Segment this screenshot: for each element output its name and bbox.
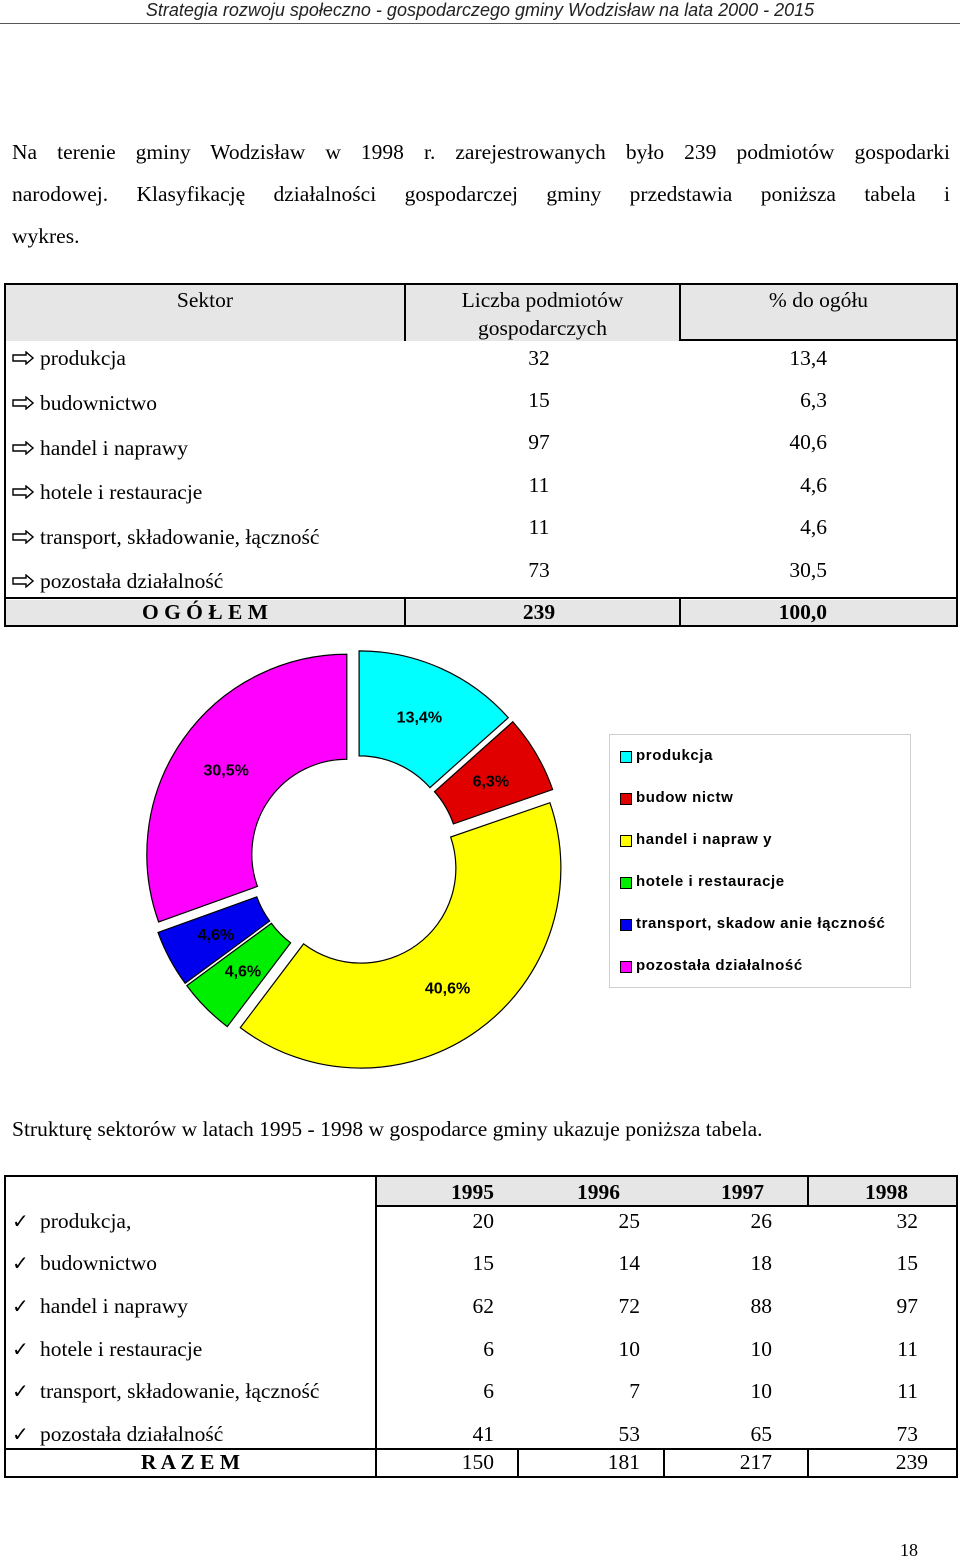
- col-header-count: Liczba podmiotów: [461, 288, 624, 312]
- table2-cell: 88: [750, 1294, 772, 1318]
- year-header: 1995: [451, 1180, 494, 1204]
- intro-line-2: narodowej. Klasyfikację działalności gospodarczej gminy przedstawia poniższa tabela i: [12, 182, 950, 206]
- year-header: 1996: [577, 1180, 620, 1204]
- row-percent: 40,6: [789, 430, 827, 454]
- table2-cell: 32: [896, 1209, 918, 1233]
- legend-swatch: [620, 877, 632, 889]
- table-row-label: [12, 435, 188, 461]
- slice-data-label: 40,6%: [424, 980, 471, 998]
- table2-cell: 25: [618, 1209, 640, 1233]
- legend-swatch: [620, 793, 632, 805]
- row-label-text: handel i naprawy: [40, 436, 189, 460]
- donut-slice-handel: [240, 803, 561, 1068]
- table2-cell: 97: [896, 1294, 918, 1318]
- row-label-text: pozostała działalność: [40, 569, 224, 593]
- total-count: 239: [522, 600, 556, 624]
- table2-cell: 11: [897, 1337, 918, 1361]
- table2-divider: [375, 1205, 958, 1207]
- table2-cell: 14: [618, 1251, 640, 1275]
- table2-divider: [663, 1449, 665, 1478]
- row-label-text: hotele i restauracje: [40, 480, 203, 504]
- table2-total-cell: 217: [739, 1450, 772, 1474]
- table2-cell: 18: [750, 1251, 772, 1275]
- legend-swatch: [620, 751, 632, 763]
- table2-divider: [517, 1449, 519, 1478]
- table2-cell: 73: [896, 1422, 918, 1446]
- row-label-text: produkcja: [40, 346, 126, 370]
- table2-cell: 53: [618, 1422, 640, 1446]
- table2-total-label: R A Z E M: [140, 1450, 241, 1474]
- table2-cell: 15: [896, 1251, 918, 1275]
- slice-data-label: 4,6%: [197, 927, 235, 945]
- col-header-percent: % do ogółu: [768, 288, 869, 312]
- slice-data-label: 4,6%: [224, 963, 262, 981]
- legend-swatch: [620, 919, 632, 931]
- checkmark-icon: ✓: [12, 1209, 29, 1233]
- row-count: 11: [528, 473, 550, 497]
- arrow-bullet-icon: [12, 568, 40, 594]
- row-label-text: hotele i restauracje: [40, 1337, 203, 1361]
- table2-row-label: [12, 1208, 131, 1234]
- table2-cell: 62: [472, 1294, 494, 1318]
- row-label-text: pozostała działalność: [40, 1422, 224, 1446]
- row-percent: 4,6: [800, 515, 827, 539]
- checkmark-icon: ✓: [12, 1294, 29, 1318]
- col-header-sector: Sektor: [176, 288, 234, 312]
- row-percent: 4,6: [800, 473, 827, 497]
- row-percent: 30,5: [789, 558, 827, 582]
- arrow-bullet-icon: [12, 524, 40, 550]
- table2-row-label: [12, 1293, 188, 1319]
- chart-legend: [609, 734, 911, 988]
- table-row-label: [12, 479, 202, 505]
- table2-cell: 10: [750, 1337, 772, 1361]
- year-header: 1997: [721, 1180, 764, 1204]
- table2-divider: [375, 1175, 377, 1478]
- table2-cell: 72: [618, 1294, 640, 1318]
- row-count: 32: [528, 346, 550, 370]
- checkmark-icon: ✓: [12, 1337, 29, 1361]
- row-label-text: budownictwo: [40, 391, 158, 415]
- table-row-label: [12, 524, 319, 550]
- legend-label: pozostała działalność: [636, 957, 803, 974]
- table2-cell: 10: [618, 1337, 640, 1361]
- donut-slice-pozostała: [147, 654, 347, 922]
- intro-line-3: wykres.: [12, 224, 80, 248]
- mid-paragraph: Strukturę sektorów w latach 1995 - 1998 w gospodarce gminy ukazuje poniższa tabela.: [12, 1117, 763, 1141]
- arrow-bullet-icon: [12, 345, 40, 371]
- row-label-text: transport, składowanie, łączność: [40, 525, 320, 549]
- row-label-text: transport, składowanie, łączność: [40, 1379, 320, 1403]
- legend-label: handel i napraw y: [636, 831, 773, 848]
- legend-swatch: [620, 961, 632, 973]
- table2-total-cell: 181: [607, 1450, 640, 1474]
- table2-cell: 7: [629, 1379, 640, 1403]
- legend-label: budow nictw: [636, 789, 734, 806]
- table2-row-label: [12, 1250, 157, 1276]
- row-count: 11: [528, 515, 550, 539]
- header-rule: [0, 23, 960, 24]
- intro-line-1: Na terenie gminy Wodzisław w 1998 r. zarejestrowanych było 239 podmiotów gospodarki: [12, 140, 950, 164]
- arrow-bullet-icon: [12, 390, 40, 416]
- checkmark-icon: ✓: [12, 1379, 29, 1403]
- row-count: 73: [528, 558, 550, 582]
- row-count: 15: [528, 388, 550, 412]
- total-percent: 100,0: [778, 600, 827, 624]
- table2-cell: 15: [472, 1251, 494, 1275]
- table2-total-cell: 150: [461, 1450, 494, 1474]
- arrow-bullet-icon: [12, 479, 40, 505]
- legend-swatch: [620, 835, 632, 847]
- total-label: O G Ó Ł E M: [141, 600, 269, 624]
- table2-row-label: [12, 1378, 319, 1404]
- page-header: Strategia rozwoju społeczno - gospodarczego gminy Wodzisław na lata 2000 - 2015: [145, 0, 815, 20]
- table2-row-label: [12, 1336, 202, 1362]
- table2-cell: 11: [897, 1379, 918, 1403]
- table2-cell: 10: [750, 1379, 772, 1403]
- slice-data-label: 6,3%: [472, 773, 510, 791]
- row-label-text: produkcja,: [40, 1209, 132, 1233]
- arrow-bullet-icon: [12, 435, 40, 461]
- year-header: 1998: [865, 1180, 908, 1204]
- table2-row-label: [12, 1421, 223, 1447]
- table-row-label: [12, 390, 157, 416]
- legend-label: transport, skadow anie łączność: [636, 915, 886, 932]
- table2-cell: 20: [472, 1209, 494, 1233]
- table2-divider: [807, 1175, 809, 1207]
- table2-cell: 65: [750, 1422, 772, 1446]
- page-number: 18: [900, 1540, 918, 1560]
- legend-label: produkcja: [636, 747, 714, 764]
- slice-data-label: 30,5%: [203, 762, 249, 780]
- row-count: 97: [528, 430, 550, 454]
- table-divider: [679, 339, 958, 341]
- table2-divider: [807, 1449, 809, 1478]
- legend-label: hotele i restauracje: [636, 873, 785, 890]
- row-label-text: handel i naprawy: [40, 1294, 189, 1318]
- checkmark-icon: ✓: [12, 1422, 29, 1446]
- table-row-label: [12, 568, 223, 594]
- table2-cell: 41: [472, 1422, 494, 1446]
- table2-cell: 6: [483, 1337, 494, 1361]
- row-percent: 6,3: [800, 388, 827, 412]
- row-label-text: budownictwo: [40, 1251, 158, 1275]
- slice-data-label: 13,4%: [396, 709, 443, 727]
- col-header-count-2: gospodarczych: [478, 316, 607, 340]
- table2-cell: 6: [483, 1379, 494, 1403]
- checkmark-icon: ✓: [12, 1251, 29, 1275]
- table-row-label: [12, 345, 126, 371]
- row-percent: 13,4: [789, 346, 827, 370]
- table2-cell: 26: [750, 1209, 772, 1233]
- table2-total-cell: 239: [895, 1450, 928, 1474]
